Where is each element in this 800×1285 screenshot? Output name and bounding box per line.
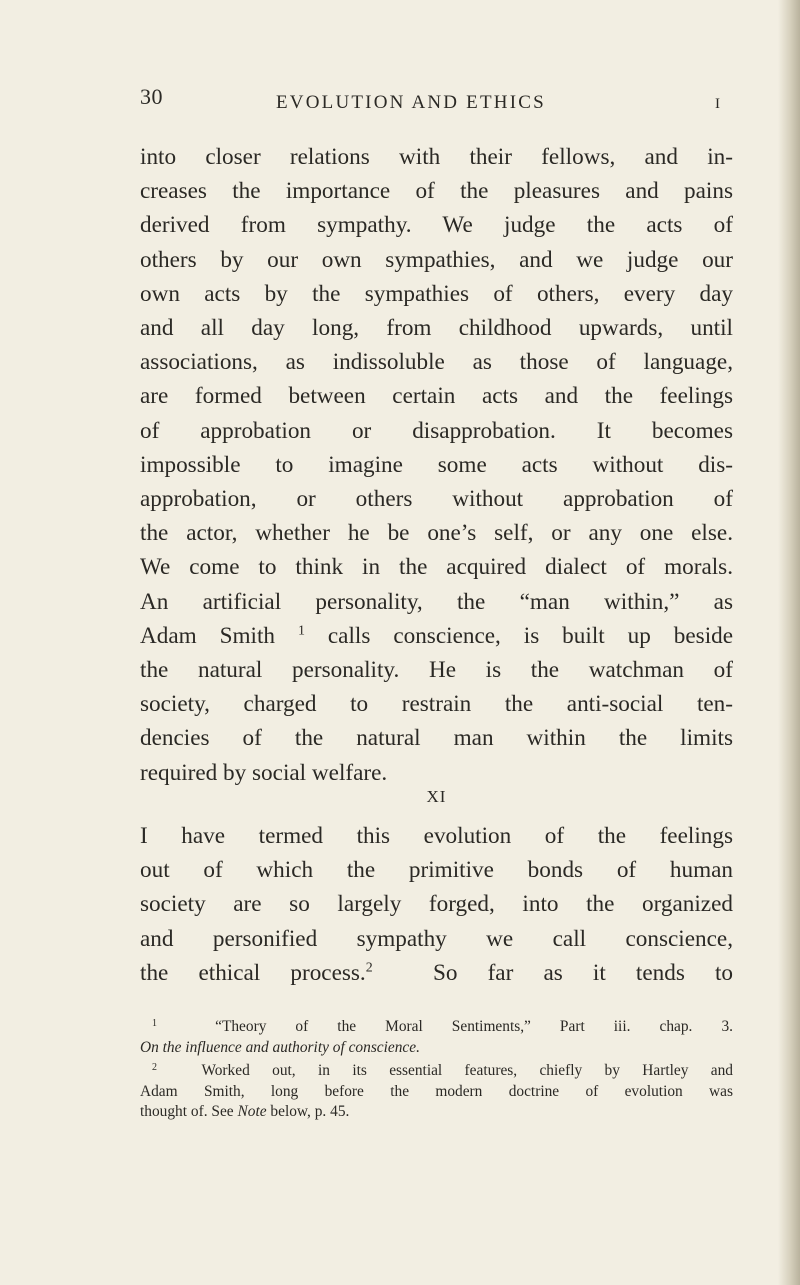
- text-line: [140, 619, 733, 653]
- text-line: associations, as indissoluble as those of language,: [140, 349, 733, 376]
- footnote-1-marker: 1: [152, 1018, 157, 1029]
- section-heading: XI: [426, 787, 447, 806]
- text-line: society are so largely forged, into the organized: [140, 891, 733, 918]
- text-line: dencies of the natural man within the limits: [140, 725, 733, 752]
- text-line: and personified sympathy we call conscience,: [140, 925, 733, 952]
- page-number: 30: [140, 84, 163, 109]
- footnote-2-line: [140, 1102, 733, 1123]
- text-line: the natural personality. He is the watchman of: [140, 657, 733, 684]
- text-line: We come to think in the acquired dialect of morals.: [140, 554, 733, 581]
- footnote-1-line: [140, 1038, 733, 1059]
- text-line: own acts by the sympathies of others, every day: [140, 280, 733, 307]
- text-segment: So far as it tends to: [432, 959, 734, 986]
- footnote-1-line: [140, 1014, 733, 1038]
- footnote-2-marker: 2: [152, 1062, 157, 1074]
- text-line: out of which the primitive bonds of human: [140, 857, 733, 884]
- footnote-2-line: Adam Smith, long before the modern doctrine of evolution was: [140, 1082, 733, 1100]
- text-line: creases the importance of the pleasures and pains: [140, 178, 733, 205]
- text-line: and all day long, from childhood upwards, until: [140, 315, 733, 342]
- paragraph-2: [140, 819, 733, 990]
- text-line: impossible to imagine some acts without dis-: [140, 451, 733, 478]
- footnote-reference-2: 2: [365, 960, 373, 976]
- text-line: approbation, or others without approbation of: [140, 486, 733, 513]
- footnote-text: Worked out, in its essential features, chiefly by Hartley and: [201, 1062, 734, 1080]
- page-header: [140, 84, 720, 114]
- text-line: I have termed this evolution of the feelings: [140, 823, 733, 849]
- text-line: required by social welfare.: [140, 759, 388, 786]
- text-line: of approbation or disapprobation. It becomes: [140, 417, 733, 444]
- text-line: the actor, whether he be one’s self, or any one else.: [140, 520, 733, 547]
- footnote-text: below, p. 45.: [270, 1103, 350, 1121]
- text-line: society, charged to restrain the anti-social ten-: [140, 691, 733, 718]
- paragraph-1: [140, 140, 733, 790]
- page-edge-shadow: [778, 0, 800, 1285]
- chapter-numeral: I: [715, 96, 720, 112]
- text-line: others by our own sympathies, and we judge our: [140, 246, 733, 273]
- text-line: An artificial personality, the “man within,” as: [140, 588, 733, 615]
- footnote-text: thought of. See: [140, 1103, 234, 1121]
- footnote-reference-1: 1: [297, 623, 305, 639]
- text-segment: Adam Smith: [140, 622, 276, 649]
- footnote-2-line: [140, 1058, 733, 1082]
- text-line: derived from sympathy. We judge the acts of: [140, 212, 733, 239]
- footnote-text-italic: Note: [237, 1103, 267, 1121]
- text-segment: calls conscience, is built up beside: [327, 622, 734, 649]
- footnotes: [140, 1014, 733, 1123]
- footnote-text: “Theory of the Moral Sentiments,” Part iii. chap. 3.: [215, 1018, 733, 1035]
- text-segment: the ethical process.: [140, 959, 366, 986]
- footnote-text-italic: On the influence and authority of conscience.: [140, 1038, 420, 1056]
- running-title: EVOLUTION AND ETHICS: [276, 92, 546, 113]
- text-line: into closer relations with their fellows, and in-: [140, 144, 733, 170]
- text-line: are formed between certain acts and the feelings: [140, 383, 733, 410]
- text-line: [140, 956, 733, 990]
